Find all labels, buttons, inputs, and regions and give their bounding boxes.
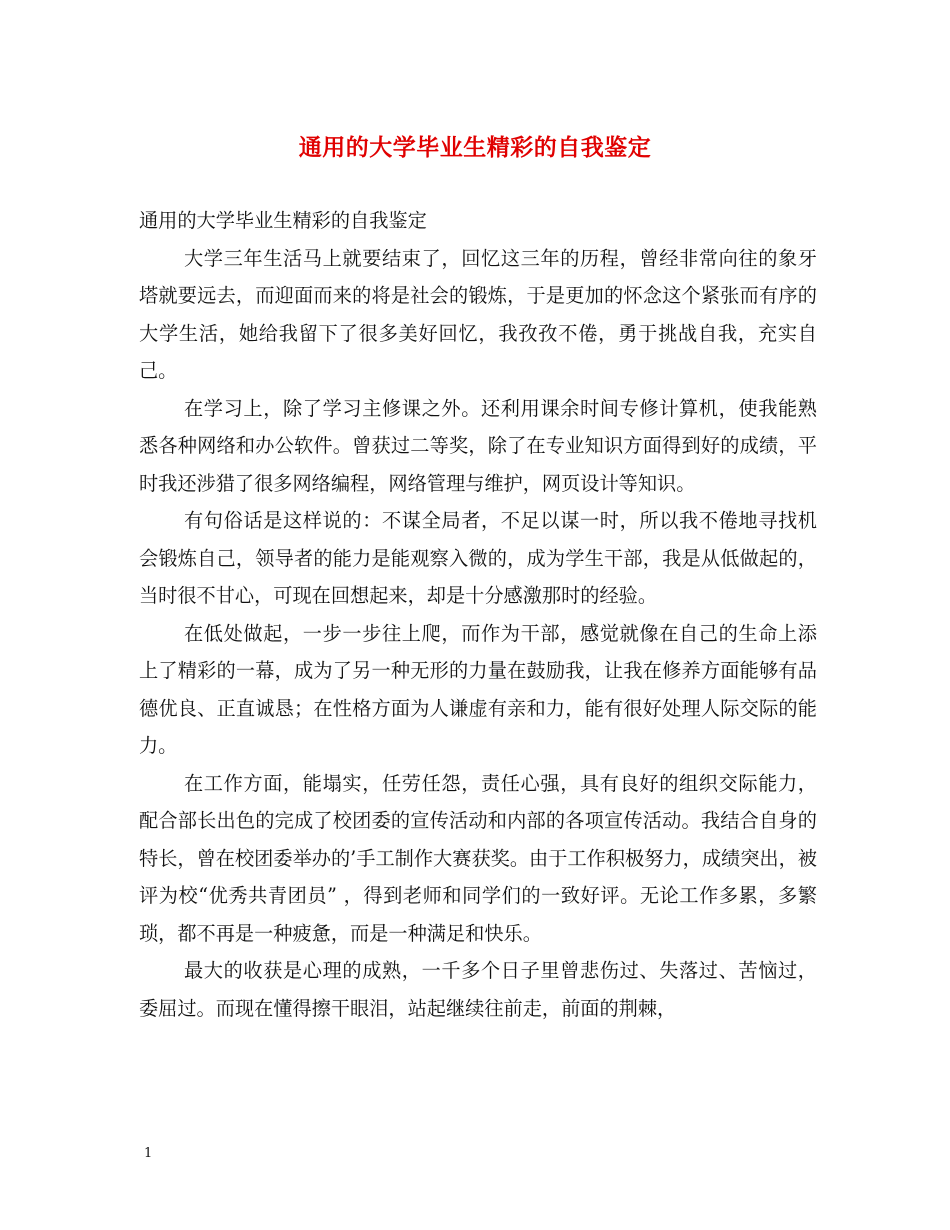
- paragraph-6: 最大的收获是心理的成熟，一千多个日子里曾悲伤过、失落过、苦恼过，委屈过。而现在懂得擦干眼泪，站起继续往前走，前面的荆棘，: [139, 959, 817, 1020]
- document-title: 通用的大学毕业生精彩的自我鉴定: [298, 134, 652, 161]
- paragraph-4: 在低处做起，一步一步往上爬，而作为干部，感觉就像在自己的生命上添上了精彩的一幕，成为了另一种无形的力量在鼓励我，让我在修养方面能够有品德优良、正直诚恳；在性格方面为人谦虚有亲和力，能有很好处理人际交际的能力。: [139, 621, 817, 757]
- paragraph-3: 有句俗话是这样说的：不谋全局者，不足以谋一时，所以我不倦地寻找机会锻炼自己，领导者的能力是能观察入微的，成为学生干部，我是从低做起的，当时很不甘心，可现在回想起来，却是十分感激那时的经验。: [139, 509, 817, 607]
- document-subtitle: 通用的大学毕业生精彩的自我鉴定: [139, 209, 427, 232]
- paragraph-2: 在学习上，除了学习主修课之外。还利用课余时间专修计算机，使我能熟悉各种网络和办公软件。曾获过二等奖，除了在专业知识方面得到好的成绩，平时我还涉猎了很多网络编程，网络管理与维护，网页设计等知识。: [139, 396, 817, 495]
- document-body: [139, 202, 817, 1027]
- paragraph-1: 大学三年生活马上就要结束了，回忆这三年的历程，曾经非常向往的象牙塔就要远去，而迎面而来的将是社会的锻炼，于是更加的怀念这个紧张而有序的大学生活，她给我留下了很多美好回忆，我孜孜不倦，勇于挑战自我，充实自己。: [139, 246, 817, 382]
- page-number: 1: [144, 1146, 153, 1161]
- paragraph-5: 在工作方面，能塌实，任劳任怨，责任心强，具有良好的组织交际能力，配合部长出色的完成了校团委的宣传活动和内部的各项宣传活动。我结合自身的特长，曾在校团委举办的’手工制作大赛获奖。由于工作积极努力，成绩突出，被评为校“优秀共青团员” ，得到老师和同学们的一致好评。无论工作多累，多繁琐，都不再是一种疲惫，而是一种满足和快乐。: [139, 771, 817, 945]
